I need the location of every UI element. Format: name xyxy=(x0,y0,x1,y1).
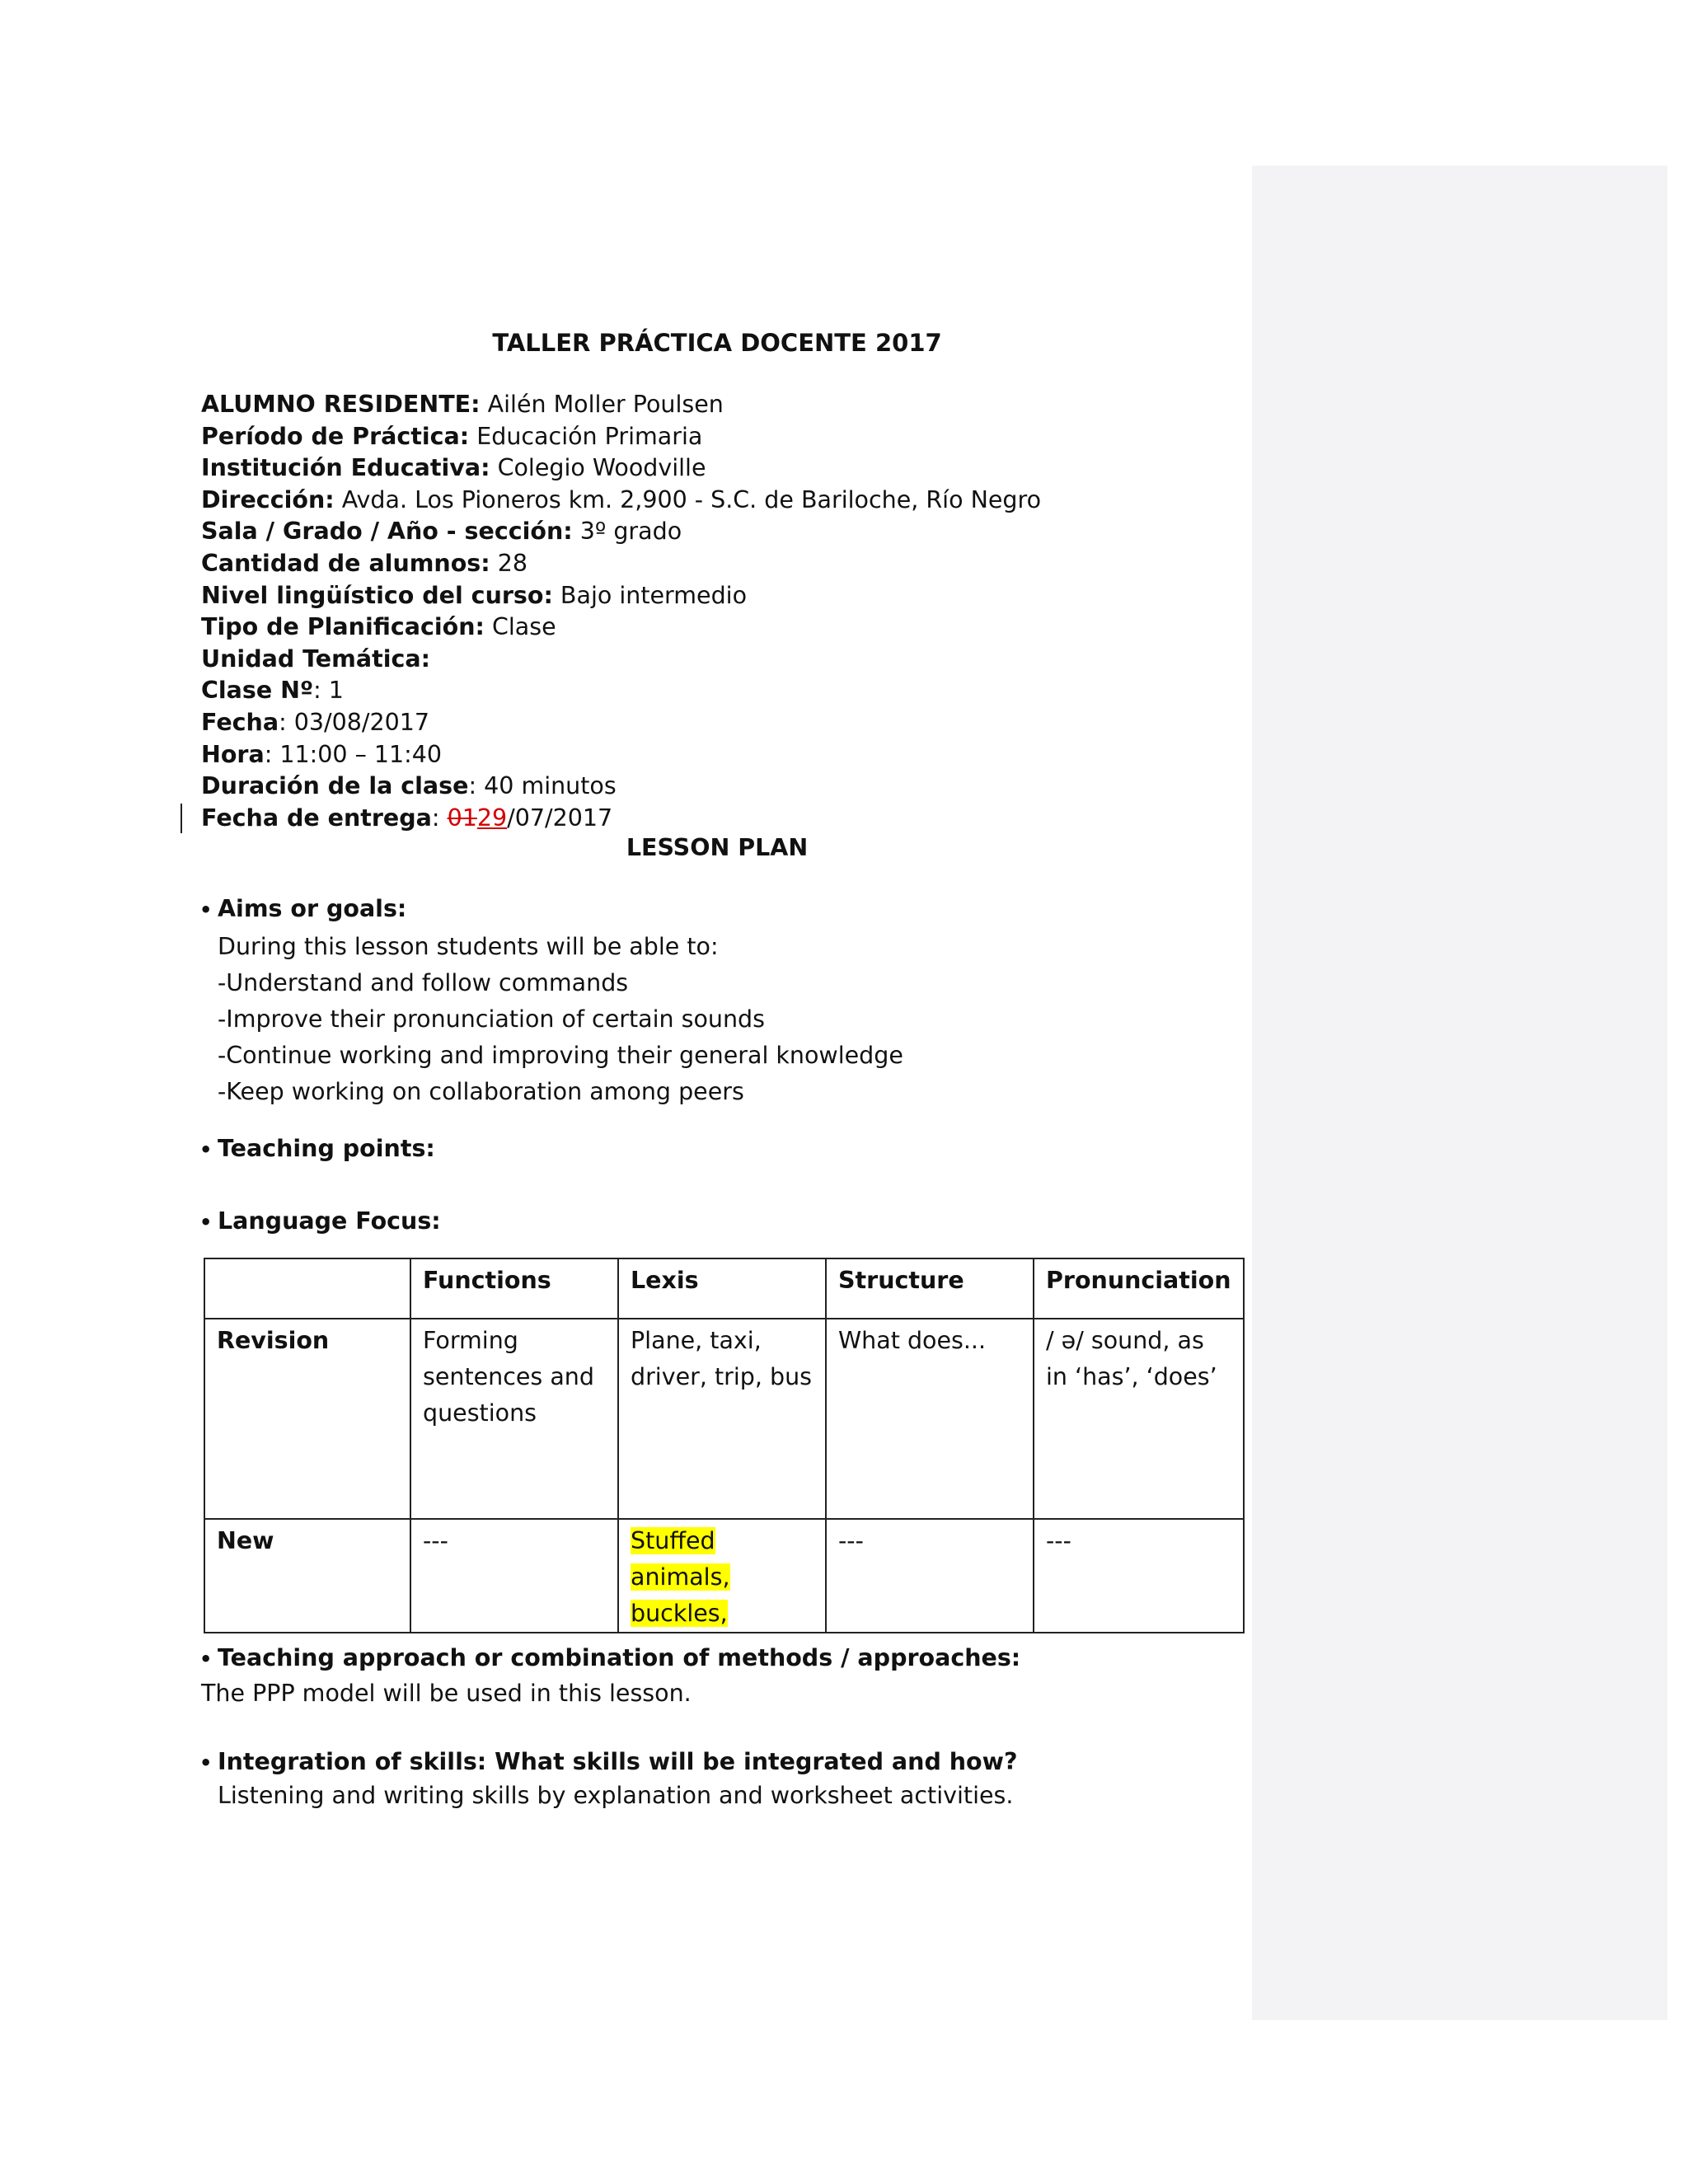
integration-heading xyxy=(199,1746,1018,1779)
meta-value: Avda. Los Pioneros km. 2,900 - S.C. de Bariloche, Río Negro xyxy=(334,485,1042,513)
row-label: New xyxy=(204,1519,410,1633)
meta-value: Ailén Moller Poulsen xyxy=(480,391,724,418)
meta-row-entrega xyxy=(201,803,1041,835)
meta-value: 3º grado xyxy=(572,518,682,546)
meta-label: Tipo de Planificación: xyxy=(201,613,485,641)
approach-heading xyxy=(199,1642,1020,1675)
meta-label: Período de Práctica: xyxy=(201,422,470,450)
meta-row-periodo xyxy=(201,421,1041,453)
meta-row-clase xyxy=(201,675,1041,707)
meta-row-unidad xyxy=(201,644,1041,676)
meta-row-grado xyxy=(201,516,1041,548)
integration-text: Listening and writing skills by explanation and worksheet activities. xyxy=(218,1782,1014,1809)
table-cell: / ə/ sound, as in ‘has’, ‘does’ xyxy=(1034,1319,1244,1519)
bullet-icon: • xyxy=(199,1138,213,1161)
meta-label: ALUMNO RESIDENTE: xyxy=(201,391,481,418)
table-header-cell: Pronunciation xyxy=(1034,1258,1244,1319)
table-cell: --- xyxy=(1034,1519,1244,1633)
aims-heading-text: Aims or goals: xyxy=(218,895,407,922)
language-focus-heading-text: Language Focus: xyxy=(218,1207,441,1235)
meta-row-hora xyxy=(201,739,1041,771)
meta-label: Duración de la clase xyxy=(201,772,469,800)
aims-list xyxy=(218,929,903,1110)
meta-value: Clase xyxy=(484,613,556,641)
meta-label: Dirección: xyxy=(201,485,335,513)
table-row xyxy=(204,1519,1244,1633)
meta-value: Colegio Woodville xyxy=(490,454,706,482)
meta-label: Hora xyxy=(201,740,265,768)
teaching-points-heading-text: Teaching points: xyxy=(218,1135,435,1162)
meta-row-institucion xyxy=(201,452,1041,485)
meta-row-direccion xyxy=(201,485,1041,517)
meta-label: Clase Nº xyxy=(201,677,314,705)
approach-heading-text: Teaching approach or combination of methods / approaches: xyxy=(218,1644,1021,1671)
meta-value: : 03/08/2017 xyxy=(279,708,429,736)
table-cell xyxy=(618,1519,826,1633)
table-cell: Plane, taxi, driver, trip, bus xyxy=(618,1319,826,1519)
teaching-points-heading xyxy=(199,1132,435,1166)
highlighted-text: Stuffed animals, buckles, xyxy=(631,1527,730,1627)
table-cell: Forming sentences and questions xyxy=(410,1319,618,1519)
meta-row-fecha xyxy=(201,707,1041,739)
meta-label: Unidad Temática: xyxy=(201,644,430,673)
meta-label: Sala / Grado / Año - sección: xyxy=(201,518,573,546)
header-info xyxy=(201,389,1041,834)
meta-label: Nivel lingüístico del curso: xyxy=(201,581,553,609)
table-header-cell: Lexis xyxy=(618,1258,826,1319)
meta-value: 28 xyxy=(490,549,528,577)
meta-separator: : xyxy=(431,804,448,832)
meta-row-duracion xyxy=(201,771,1041,803)
meta-row-alumno xyxy=(201,389,1041,421)
meta-value: Bajo intermedio xyxy=(552,581,748,609)
lesson-plan-heading: LESSON PLAN xyxy=(626,834,809,861)
tracked-deletion[interactable]: 01 xyxy=(447,804,477,832)
comment-pane xyxy=(1252,166,1667,2020)
meta-row-cantidad xyxy=(201,548,1041,580)
bullet-icon: • xyxy=(199,1211,213,1234)
bullet-icon: • xyxy=(199,1647,213,1671)
change-bar xyxy=(181,804,182,833)
row-label: Revision xyxy=(204,1319,410,1519)
language-focus-heading xyxy=(199,1205,441,1239)
meta-label: Cantidad de alumnos: xyxy=(201,549,490,577)
aims-line: -Improve their pronunciation of certain sounds xyxy=(218,1005,765,1033)
table-cell: What does... xyxy=(826,1319,1034,1519)
meta-label: Institución Educativa: xyxy=(201,454,490,482)
meta-row-tipo xyxy=(201,612,1041,644)
language-focus-table xyxy=(204,1258,1245,1633)
meta-value: : 40 minutos xyxy=(468,772,617,800)
tracked-insertion[interactable]: 29 xyxy=(476,804,508,832)
bullet-icon: • xyxy=(199,1751,213,1774)
meta-value: /07/2017 xyxy=(507,804,613,832)
aims-line: -Keep working on collaboration among peers xyxy=(218,1078,744,1105)
table-row xyxy=(204,1319,1244,1519)
table-header-row xyxy=(204,1258,1244,1319)
meta-value: : 1 xyxy=(313,677,344,705)
table-cell: --- xyxy=(826,1519,1034,1633)
meta-value: : 11:00 – 11:40 xyxy=(264,740,443,768)
meta-row-nivel xyxy=(201,580,1041,612)
meta-label: Fecha de entrega xyxy=(201,804,432,832)
aims-heading xyxy=(199,893,406,926)
aims-line: -Continue working and improving their general knowledge xyxy=(218,1042,903,1069)
approach-text: The PPP model will be used in this lesson. xyxy=(201,1680,692,1707)
aims-line: During this lesson students will be able to: xyxy=(218,933,719,960)
meta-value: Educación Primaria xyxy=(469,422,703,450)
table-header-cell: Functions xyxy=(410,1258,618,1319)
aims-line: -Understand and follow commands xyxy=(218,969,629,996)
document-title: TALLER PRÁCTICA DOCENTE 2017 xyxy=(492,329,942,357)
integration-heading-text: Integration of skills: What skills will be integrated and how? xyxy=(218,1748,1018,1775)
table-header-cell: Structure xyxy=(826,1258,1034,1319)
table-header-cell xyxy=(204,1258,410,1319)
meta-label: Fecha xyxy=(201,708,279,736)
bullet-icon: • xyxy=(199,898,213,921)
table-cell: --- xyxy=(410,1519,618,1633)
